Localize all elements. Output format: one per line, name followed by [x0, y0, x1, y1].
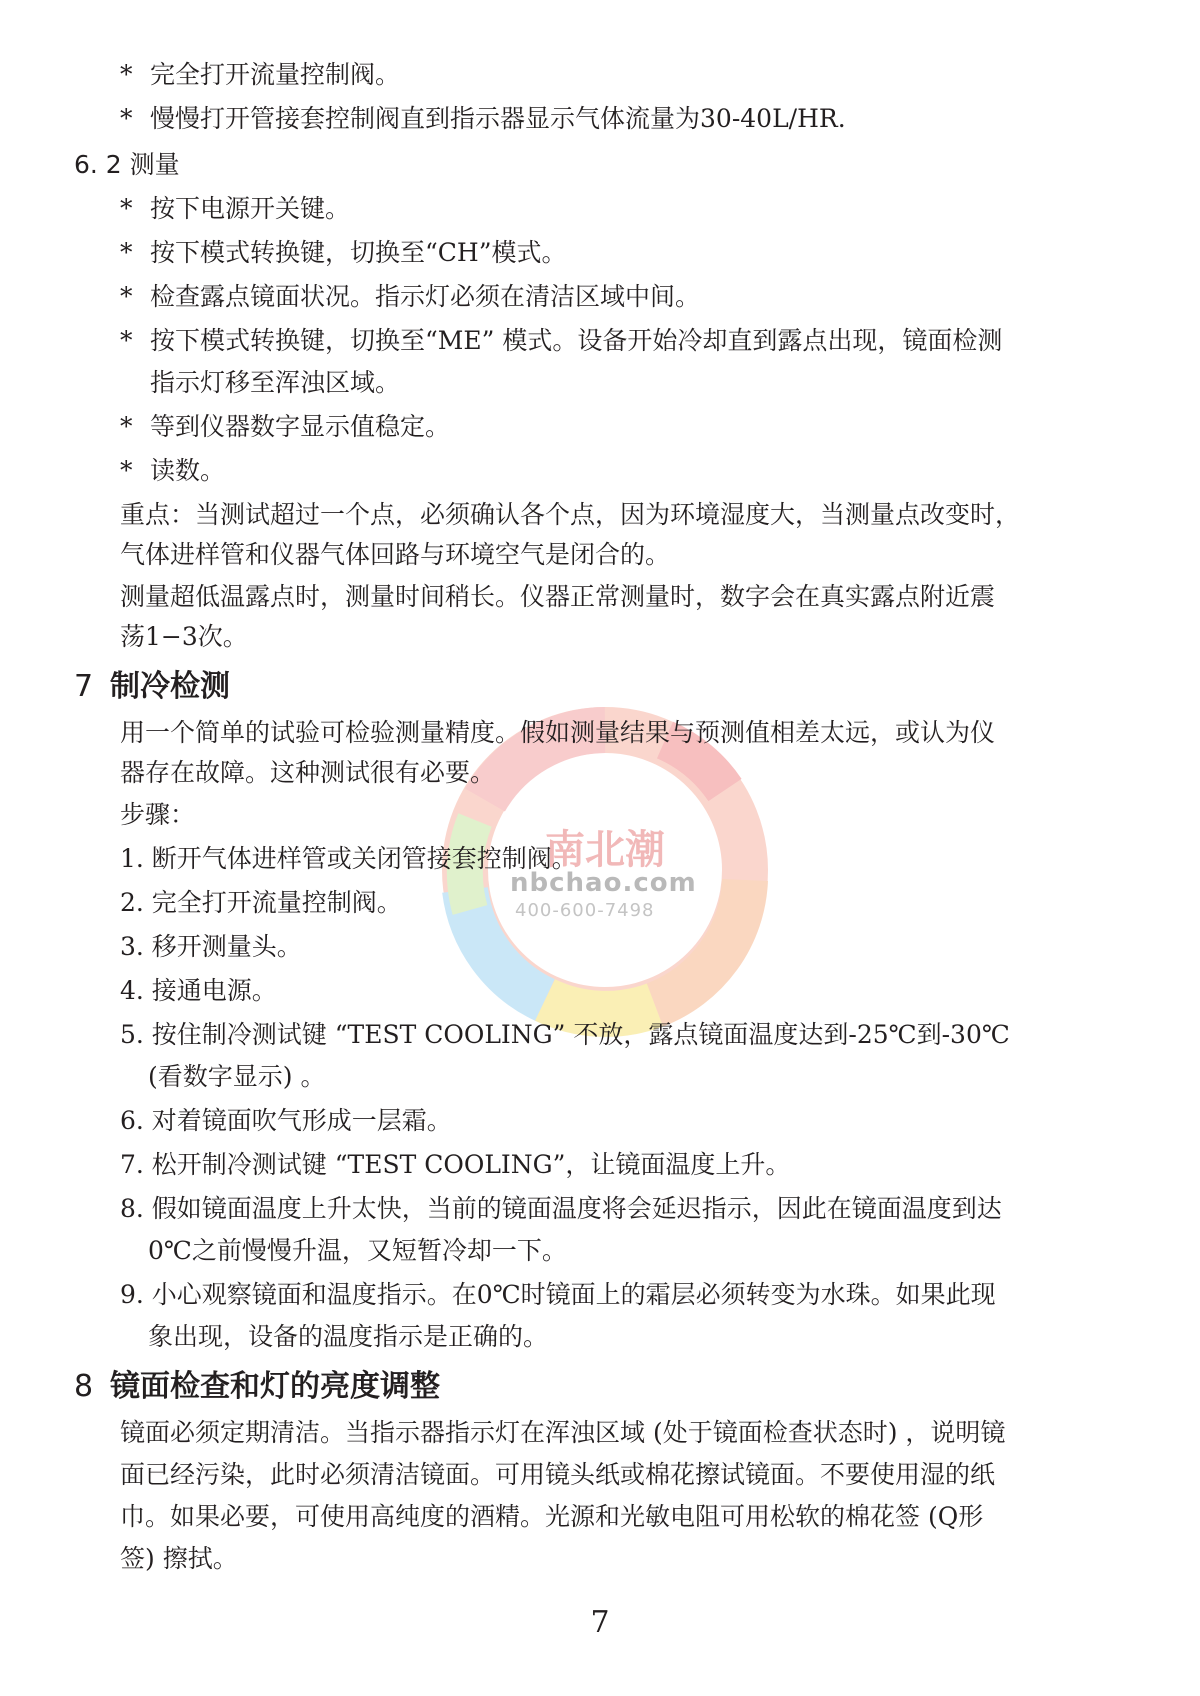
- step-item: 7. 松开制冷测试键 “TEST COOLING”，让镜面温度上升。: [120, 1150, 791, 1179]
- step-continuation: (看数字显示) 。: [148, 1062, 326, 1091]
- section-title: 镜面检查和灯的亮度调整: [110, 1369, 440, 1404]
- note-line: 荡1−3次。: [120, 622, 248, 651]
- watermark-domain: nbchao.com: [510, 868, 697, 898]
- bullet-symbol: *: [120, 326, 133, 355]
- step-item: 9. 小心观察镜面和温度指示。在0℃时镜面上的霜层必须转变为水珠。如果此现: [120, 1280, 996, 1309]
- step-item: 5. 按住制冷测试键 “TEST COOLING” 不放，露点镜面温度达到-25℃到-30℃: [120, 1020, 1010, 1049]
- step-item: 3. 移开测量头。: [120, 932, 302, 961]
- step-continuation: 0℃之前慢慢升温，又短暂冷却一下。: [148, 1236, 567, 1265]
- bullet-symbol: *: [120, 60, 133, 89]
- step-item: 2. 完全打开流量控制阀。: [120, 888, 402, 917]
- bullet-text: 按下模式转换键，切换至“CH”模式。: [150, 238, 567, 267]
- paragraph-line: 巾。如果必要，可使用高纯度的酒精。光源和光敏电阻可用松软的棉花签 (Q形: [120, 1502, 984, 1531]
- steps-label: 步骤：: [120, 800, 196, 829]
- bullet-text: 等到仪器数字显示值稳定。: [150, 412, 451, 441]
- section-heading-7: [74, 668, 230, 706]
- step-item: 4. 接通电源。: [120, 976, 277, 1005]
- bullet-text: 慢慢打开管接套控制阀直到指示器显示气体流量为30-40L/HR.: [150, 104, 846, 133]
- bullet-symbol: *: [120, 282, 133, 311]
- bullet-item: [120, 58, 400, 92]
- bullet-symbol: *: [120, 238, 133, 267]
- section-number: 8: [74, 1369, 94, 1404]
- page-number: 7: [590, 1605, 610, 1640]
- bullet-text: 按下模式转换键，切换至“ME” 模式。设备开始冷却直到露点出现，镜面检测: [150, 326, 1003, 355]
- watermark-brand-text: 南北潮: [545, 826, 665, 873]
- note-line: 重点：当测试超过一个点，必须确认各个点，因为环境湿度大，当测量点改变时，: [120, 500, 1021, 529]
- step-item: 1. 断开气体进样管或关闭管接套控制阀。: [120, 844, 577, 873]
- bullet-text: 按下电源开关键。: [150, 194, 351, 223]
- watermark-phone: 400-600-7498: [515, 900, 655, 921]
- section-title: 制冷检测: [110, 669, 230, 704]
- section-number: 7: [74, 669, 94, 704]
- bullet-text: 检查露点镜面状况。指示灯必须在清洁区域中间。: [150, 282, 701, 311]
- bullet-item: [120, 454, 225, 488]
- step-item: 6. 对着镜面吹气形成一层霜。: [120, 1106, 452, 1135]
- bullet-item: [120, 410, 450, 444]
- bullet-item: [120, 102, 846, 136]
- section-heading-8: [74, 1368, 440, 1406]
- bullet-symbol: *: [120, 456, 133, 485]
- paragraph-line: 签) 擦拭。: [120, 1544, 238, 1573]
- bullet-continuation: 指示灯移至浑浊区域。: [150, 368, 401, 397]
- bullet-item: [120, 280, 700, 314]
- paragraph-line: 器存在故障。这种测试很有必要。: [120, 758, 496, 787]
- bullet-item: [120, 192, 350, 226]
- section-heading-6-2: [74, 148, 180, 182]
- note-line: 气体进样管和仪器气体回路与环境空气是闭合的。: [120, 540, 671, 569]
- paragraph-line: 面已经污染，此时必须清洁镜面。可用镜头纸或棉花擦试镜面。不要使用湿的纸: [120, 1460, 996, 1489]
- bullet-symbol: *: [120, 412, 133, 441]
- section-number: 6. 2: [74, 150, 122, 179]
- bullet-symbol: *: [120, 104, 133, 133]
- bullet-symbol: *: [120, 194, 133, 223]
- bullet-text: 完全打开流量控制阀。: [150, 60, 401, 89]
- bullet-item: [120, 236, 567, 270]
- step-continuation: 象出现，设备的温度指示是正确的。: [148, 1322, 549, 1351]
- paragraph-line: 用一个简单的试验可检验测量精度。假如测量结果与预测值相差太远，或认为仪: [120, 718, 996, 747]
- section-title: 测量: [129, 150, 180, 179]
- note-line: 测量超低温露点时，测量时间稍长。仪器正常测量时，数字会在真实露点附近震: [120, 582, 996, 611]
- step-item: 8. 假如镜面温度上升太快，当前的镜面温度将会延迟指示，因此在镜面温度到达: [120, 1194, 1002, 1223]
- paragraph-line: 镜面必须定期清洁。当指示器指示灯在浑浊区域 (处于镜面检查状态时) ，说明镜: [120, 1418, 1006, 1447]
- bullet-text: 读数。: [150, 456, 226, 485]
- bullet-item: [120, 324, 1002, 358]
